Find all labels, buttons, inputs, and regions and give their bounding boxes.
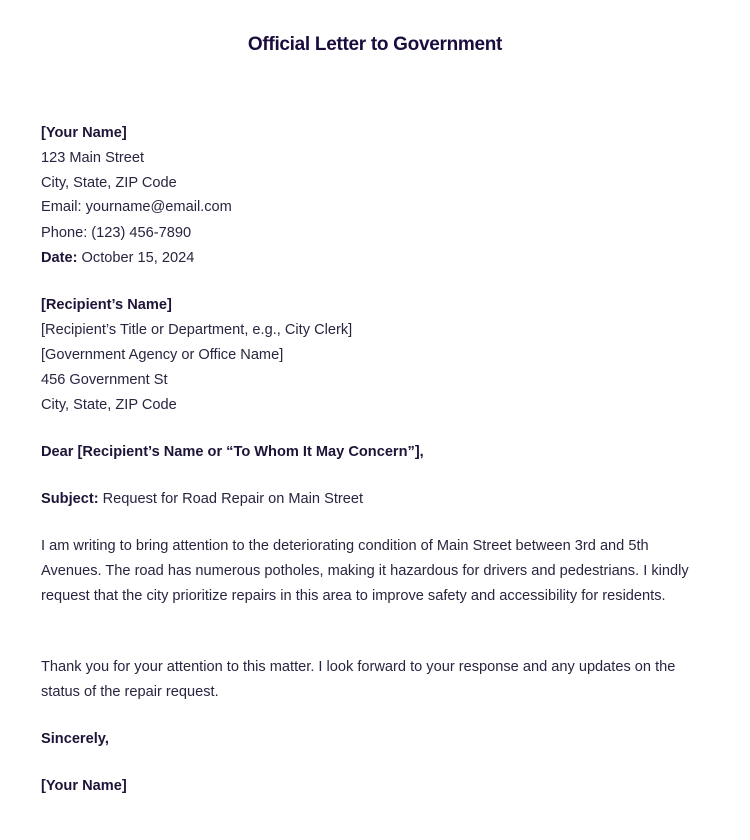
recipient-street: 456 Government St bbox=[41, 372, 168, 388]
date-value: October 15, 2024 bbox=[77, 250, 195, 266]
closing: Sincerely, bbox=[41, 731, 109, 747]
sender-email: Email: yourname@email.com bbox=[41, 199, 232, 215]
sender-city-state-zip: City, State, ZIP Code bbox=[41, 175, 177, 191]
date-label: Date: bbox=[41, 250, 78, 266]
sender-name: [Your Name] bbox=[41, 125, 127, 141]
salutation: Dear [Recipient’s Name or “To Whom It May Concern”], bbox=[41, 444, 424, 460]
sender-phone: Phone: (123) 456-7890 bbox=[41, 225, 192, 241]
sender-street: 123 Main Street bbox=[41, 150, 145, 166]
sender-date bbox=[41, 246, 194, 271]
subject-label: Subject: bbox=[41, 491, 99, 507]
subject-value: Request for Road Repair on Main Street bbox=[98, 491, 364, 507]
body-paragraph-2: Thank you for your attention to this matter. I look forward to your response and any updates on the status of the repair request. bbox=[41, 659, 676, 700]
document-title: Official Letter to Government bbox=[247, 34, 503, 55]
signature-name: [Your Name] bbox=[41, 778, 127, 794]
recipient-title: [Recipient’s Title or Department, e.g., City Clerk] bbox=[41, 322, 353, 338]
body-paragraph-1: I am writing to bring attention to the deteriorating condition of Main Street between 3rd and 5th Avenues. The road has numerous potholes, making it hazardous for drivers and pedestrians. I kindly request that the city prioritize repairs in this area to improve safety and accessibility for residents. bbox=[41, 538, 689, 604]
subject-line bbox=[41, 487, 363, 512]
recipient-city-state-zip: City, State, ZIP Code bbox=[41, 397, 177, 413]
recipient-agency: [Government Agency or Office Name] bbox=[41, 347, 284, 363]
recipient-name: [Recipient’s Name] bbox=[41, 297, 172, 313]
